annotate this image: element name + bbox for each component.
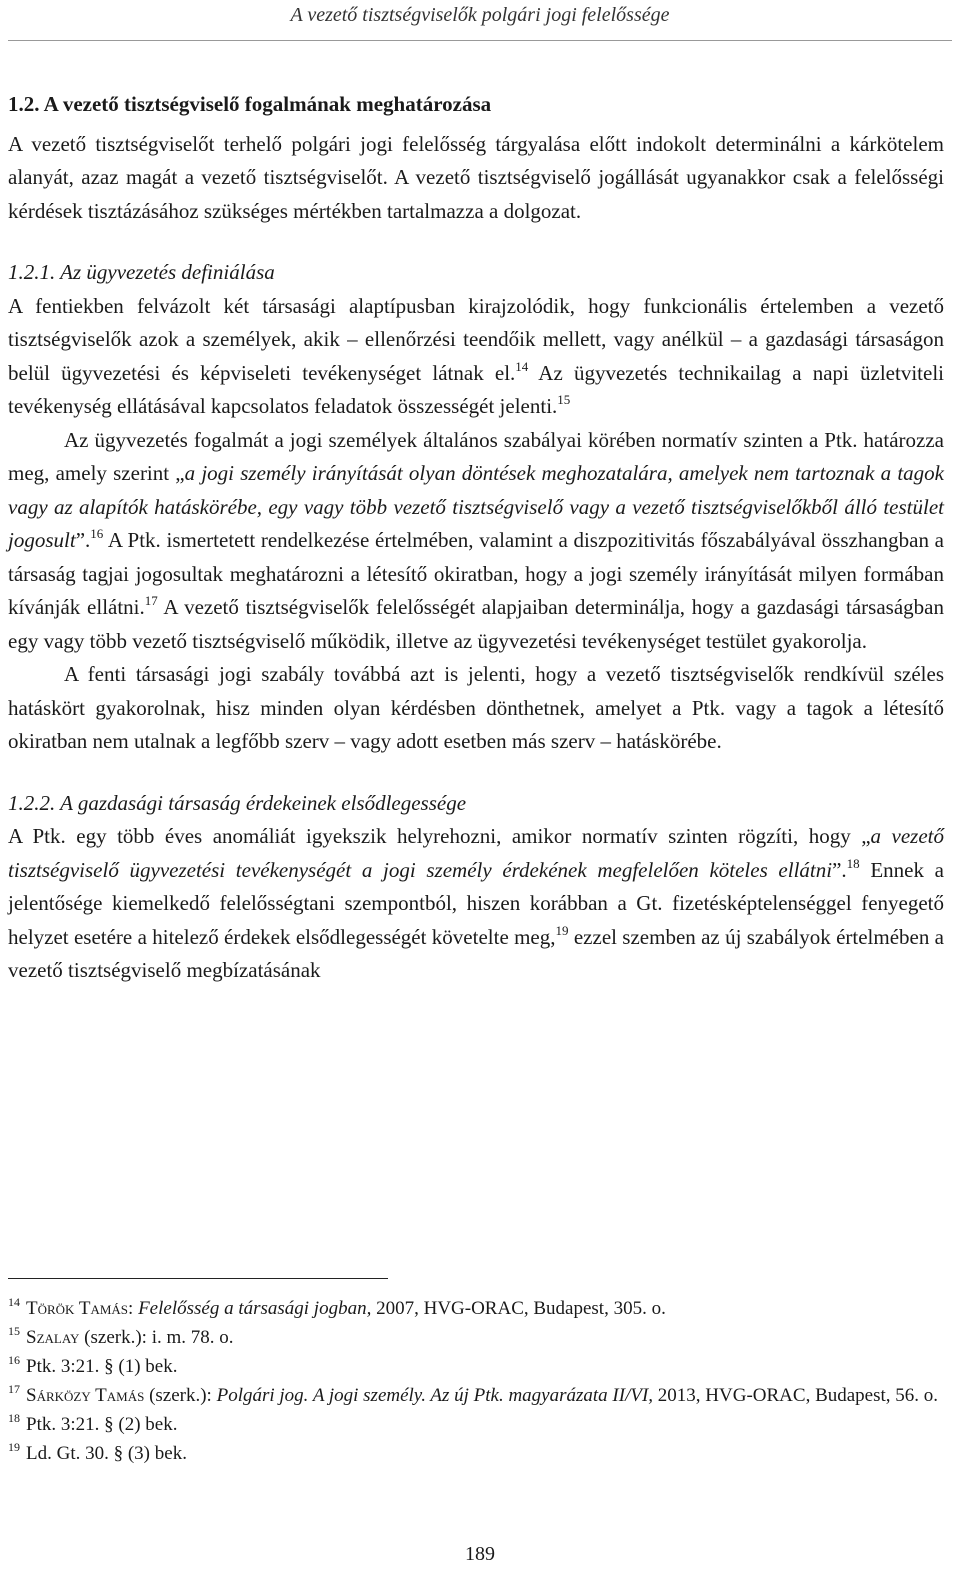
footnote-14: $^{14}$ Török Tamás: Felelősség a társasági jogban, 2007, HVG-ORAC, Budapest, 305. o. [8,1295,666,1319]
main-content [8,88,944,988]
section-title: 1.2. A vezető tisztségviselő fogalmának meghatározása [8,92,492,116]
subsection-1-paragraph-2: Az ügyvezetés fogalmát a jogi személyek általános szabályai körében normatív szinten a Ptk. határozza meg, amely szerint „a jogi személy irányítását olyan döntések meghozatalára, amelyek nem tartoznak a tagok vagy az alapítók hatáskörébe, egy vagy több vezető tisztségviselő vagy a vezető tisztségviselőkből álló testület jogosult”.$^{16}$ A Ptk. ismertetett rendelkezése értelmében, valamint a diszpozitivitás főszabályával összhangban a társaság tagjai jogosultak meghatározni a létesítő okiratban, hogy a jogi személy irányítását milyen formában kívánják ellátni.$^{17}$ A vezető tisztségviselők felelősségét alapjaiban determinálja, hogy a gazdasági társaságban egy vagy több vezető tisztségviselő működik, illetve az ügyvezetési tevékenységet testület gyakorolja. [8,427,945,653]
header-rule [8,40,952,41]
subsection-2-paragraph-1: A Ptk. egy több éves anomáliát igyekszik helyrehozni, amikor normatív szinten rögzíti, hogy „a vezető tisztségviselő ügyvezetési tevékenységét a jogi személy érdekének megfelelően köteles ellátni”.$^{18}$ Ennek a jelentősége kiemelkedő felelősségtani szempontból, hiszen korábban a Gt. fizetésképtelenséggel fenyegető helyzet esetére a hitelező érdekek elsődlegességét követelte meg,$^{19}$ ezzel szemben az új szabályok értelmében a vezető tisztségviselő megbízatásának [8,824,944,982]
footnote-ref-16[interactable]: 16 [90,526,104,541]
subsection-1-paragraph-3: A fenti társasági jogi szabály továbbá azt is jelenti, hogy a vezető tisztségviselők rendkívül széles hatáskört gyakorolnak, hisz minden olyan kérdésben dönthetnek, amelyet a Ptk. vagy a tagok a létesítő okiratban nem utalnak a legfőbb szerv – vagy adott esetben más szerv – hatáskörébe. [8,662,944,753]
footnote-18: $^{18}$ Ptk. 3:21. § (2) bek. [8,1411,178,1435]
footnote-17: $^{17}$ Sárközy Tamás (szerk.): Polgári jog. A jogi személy. Az új Ptk. magyarázata II/VI, 2013, HVG-ORAC, Budapest, 56. o. [8,1382,939,1406]
running-header: A vezető tisztségviselők polgári jogi felelőssége [290,4,670,26]
footnote-ref-19[interactable]: 19 [555,922,569,938]
footnote-ref-14[interactable]: 14 [515,358,529,374]
footnote-15: $^{15}$ Szalay (szerk.): i. m. 78. o. [8,1324,234,1348]
subsection-1-paragraph-1: A fentiekben felvázolt két társasági alaptípusban kirajzolódik, hogy funkcionális értelemben a vezető tisztségviselők azok a személyek, akik – ellenőrzési teendőik mellett, vagy anélkül – a gazdasági társaságon belül ügyvezetési és képviseleti tevékenységet látnak el.$^{14}$ Az ügyvezetés technikailag a napi üzletviteli tevékenység ellátásával kapcsolatos feladatok összességét jelenti.$^{15}$ [8,293,944,418]
page-number: 189 [465,1543,495,1565]
footnote-19: $^{19}$ Ld. Gt. 30. § (3) bek. [8,1440,187,1464]
section-intro: A vezető tisztségviselőt terhelő polgári jogi felelősség tárgyalása előtt indokolt determinálni a kárkötelem alanyát, azaz magát a vezető tisztségviselőt. A vezető tisztségviselő jogállását ugyanakkor csak a felelősségi kérdések tisztázásához szükséges mértékben tartalmazza a dolgozat. [8,131,944,223]
footnote-rule [8,1278,388,1279]
footnote-ref-15[interactable]: 15 [557,392,571,407]
footnote-16: $^{16}$ Ptk. 3:21. § (1) bek. [8,1353,178,1377]
footnote-ref-17[interactable]: 17 [144,593,158,608]
subsection-2-title: 1.2.2. A gazdasági társaság érdekeinek elsődlegessége [8,790,467,815]
subsection-1-title: 1.2.1. Az ügyvezetés definiálása [8,260,275,284]
footnotes [8,1294,944,1468]
footnote-ref-18[interactable]: 18 [846,855,860,871]
